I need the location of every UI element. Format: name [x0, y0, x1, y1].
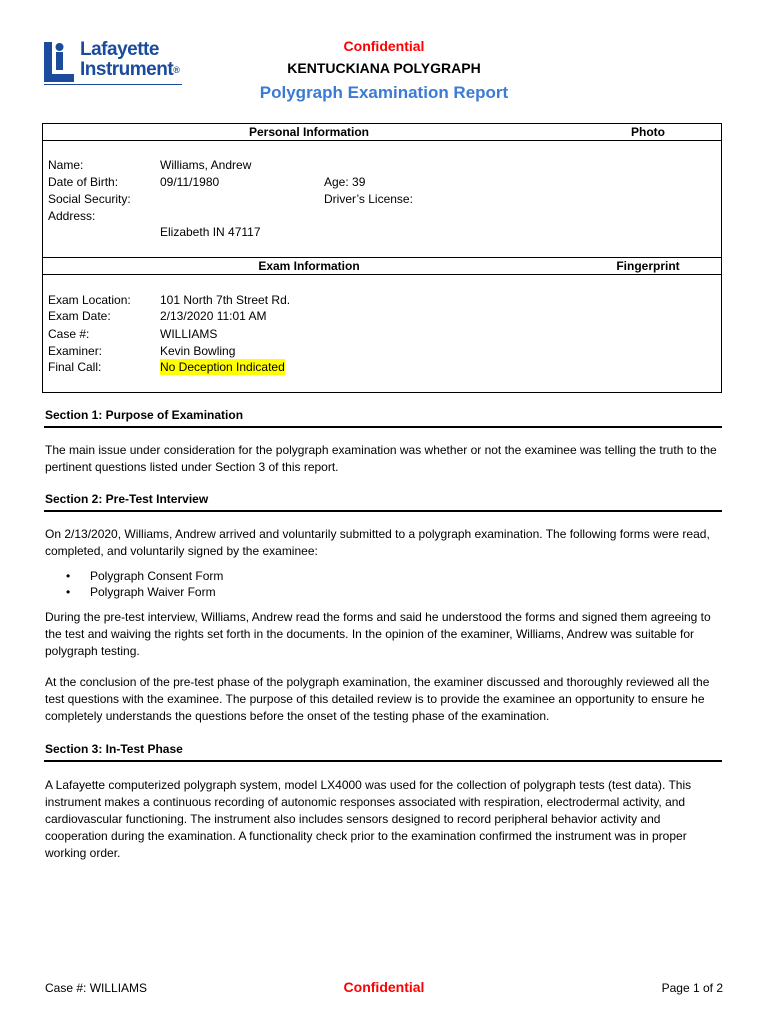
section1-rule — [44, 426, 722, 428]
address-line2: Elizabeth IN 47117 — [160, 225, 261, 239]
examiner-value: Kevin Bowling — [160, 344, 236, 358]
registered-mark: ® — [173, 65, 180, 75]
bullet-icon: • — [66, 585, 71, 599]
footer-confidential: Confidential — [343, 979, 425, 995]
exam-location-label: Exam Location: — [48, 293, 131, 307]
age-field — [324, 174, 365, 190]
address-label: Address: — [48, 209, 96, 223]
exam-info-header — [43, 258, 721, 275]
personal-info-heading: Personal Information — [248, 125, 370, 139]
section1-title: Section 1: Purpose of Examination — [45, 408, 244, 422]
photo-heading: Photo — [631, 125, 665, 139]
dob-value: 09/11/1980 — [160, 175, 220, 189]
final-call-label: Final Call: — [48, 360, 102, 374]
logo-line1: Lafayette — [80, 39, 159, 60]
report-title: Polygraph Examination Report — [259, 83, 509, 102]
section1-paragraph: The main issue under consideration for the polygraph examination was whether or not the examinee was telling the truth to the pertinent questions listed under Section 3 of this report. — [45, 443, 717, 474]
name-value: Williams, Andrew — [160, 158, 252, 172]
personal-info-header — [43, 124, 721, 141]
case-label: Case #: — [48, 327, 90, 341]
age-label: Age: — [324, 175, 349, 189]
footer-page-number: Page 1 of 2 — [661, 981, 723, 995]
footer-case: Case #: WILLIAMS — [45, 981, 148, 995]
section3-rule — [44, 760, 722, 762]
bullet-text: Polygraph Consent Form — [90, 569, 224, 583]
section2-paragraph3: At the conclusion of the pre-test phase of the polygraph examination, the examiner discussed and thoroughly reviewed all the test questions with the examinee. The purpose of this detailed review is to provide the examinee an opportunity to ensure he completely understands the questions before the onset of the testing phase of the examination. — [45, 675, 710, 723]
section3-paragraph: A Lafayette computerized polygraph system, model LX4000 was used for the collection of polygraph tests (test data). This instrument makes a continuous recording of autonomic responses associated with respiration, electrodermal activity, and cardiovascular functioning. The instrument also includes sensors designed to record peripheral behavior activity and cooperation during the examination. A functionality check prior to the examination confirmed the instrument was in proper working order. — [45, 778, 692, 860]
bullet-text: Polygraph Waiver Form — [90, 585, 216, 599]
company-name: KENTUCKIANA POLYGRAPH — [287, 60, 481, 76]
section2-paragraph2: During the pre-test interview, Williams, Andrew read the forms and said he understood the forms and signed them agreeing to the test and waiving the rights set forth in the documents. In the opinion of the examiner, Williams, Andrew was suitable for polygraph testing. — [45, 610, 711, 658]
bullet-icon: • — [66, 569, 71, 583]
exam-date-value: 2/13/2020 11:01 AM — [160, 309, 267, 323]
section2-paragraph1: On 2/13/2020, Williams, Andrew arrived and voluntarily submitted to a polygraph examination. The following forms were read, completed, and voluntarily signed by the examinee: — [45, 527, 710, 558]
case-value: WILLIAMS — [160, 327, 218, 341]
list-item — [66, 568, 223, 584]
dob-label: Date of Birth: — [48, 175, 119, 189]
logo-line2-text: Instrument — [80, 59, 174, 80]
examiner-label: Examiner: — [48, 344, 103, 358]
age-value: 39 — [352, 175, 366, 189]
final-call-value: No Deception Indicated — [160, 360, 285, 374]
list-item — [66, 584, 216, 600]
name-label: Name: — [48, 158, 84, 172]
exam-info-heading: Exam Information — [258, 259, 360, 273]
section2-title: Section 2: Pre-Test Interview — [45, 492, 209, 506]
confidential-header: Confidential — [343, 38, 425, 54]
exam-date-label: Exam Date: — [48, 309, 111, 323]
exam-location-value: 101 North 7th Street Rd. — [160, 293, 291, 307]
section2-rule — [44, 510, 722, 512]
info-box — [42, 123, 722, 393]
fingerprint-heading: Fingerprint — [616, 259, 680, 273]
section3-title: Section 3: In-Test Phase — [45, 742, 183, 756]
ssn-label: Social Security: — [48, 192, 131, 206]
drivers-license-label: Driver’s License: — [324, 192, 413, 206]
